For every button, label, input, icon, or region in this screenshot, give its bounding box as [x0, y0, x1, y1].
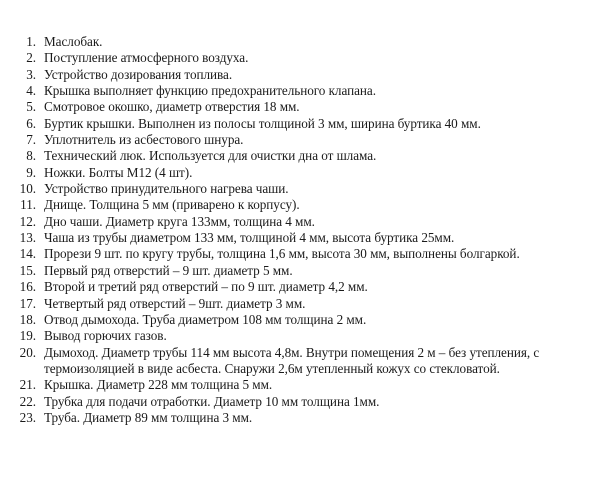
- list-item-text: Днище. Толщина 5 мм (приварено к корпусу).: [44, 197, 300, 213]
- list-item-number: 19.: [19, 328, 36, 344]
- list-item: [0, 394, 600, 410]
- list-item-text: Дно чаши. Диаметр круга 133мм, толщина 4 мм.: [44, 213, 315, 229]
- list-item-number: 1.: [26, 34, 36, 49]
- list-item-text: Четвертый ряд отверстий – 9шт. диаметр 3 мм.: [44, 295, 306, 311]
- list-item-text: Первый ряд отверстий – 9 шт. диаметр 5 мм.: [44, 262, 293, 278]
- list-item-number: 3.: [26, 66, 36, 82]
- list-item-text: Вывод горючих газов.: [44, 328, 167, 344]
- list-item-text: Ножки. Болты М12 (4 шт).: [44, 164, 193, 180]
- list-item-number: 21.: [19, 377, 36, 393]
- list-item: [0, 181, 600, 197]
- list-item-number: 10.: [19, 181, 36, 197]
- list-item: [0, 328, 600, 344]
- list-item-number: 15.: [19, 262, 36, 278]
- list-item-text: Буртик крышки. Выполнен из полосы толщиной 3 мм, ширина буртика 40 мм.: [44, 115, 481, 131]
- list-item-number: 22.: [19, 393, 36, 409]
- list-item: [0, 67, 600, 83]
- list-item-text: Устройство принудительного нагрева чаши.: [44, 181, 289, 197]
- list-item-number: 7.: [26, 132, 36, 148]
- list-item-number: 11.: [20, 197, 36, 213]
- list-item-number: 16.: [19, 279, 36, 295]
- list-item: [0, 312, 600, 328]
- list-item: [0, 83, 600, 99]
- list-item-number: 12.: [19, 213, 36, 229]
- list-item: [0, 165, 600, 181]
- list-item-number: 20.: [19, 344, 36, 360]
- list-item-number: 5.: [26, 99, 36, 115]
- list-item-text: Чаша из трубы диаметром 133 мм, толщиной 4 мм, высота буртика 25мм.: [44, 230, 455, 246]
- list-item-number: 13.: [19, 230, 36, 246]
- list-item-text: Второй и третий ряд отверстий – по 9 шт. диаметр 4,2 мм.: [44, 279, 368, 295]
- list-item: [0, 99, 600, 115]
- list-item: [0, 116, 600, 132]
- list-item: [0, 230, 600, 246]
- list-item-number: 9.: [26, 164, 36, 180]
- list-item: [0, 34, 600, 50]
- list-item-text: Труба. Диаметр 89 мм толщина 3 мм.: [44, 409, 253, 425]
- list-item-text: Уплотнитель из асбестового шнура.: [44, 132, 244, 148]
- list-item-text: Крышка. Диаметр 228 мм толщина 5 мм.: [44, 377, 273, 393]
- list-item: [0, 377, 600, 393]
- list-item-text: Поступление атмосферного воздуха.: [44, 50, 249, 66]
- list-item: [0, 132, 600, 148]
- list-item: [0, 148, 600, 164]
- list-item: [0, 197, 600, 213]
- list-item-number: 4.: [26, 83, 36, 99]
- list-item-number: 18.: [19, 311, 36, 327]
- list-item-number: 14.: [19, 246, 36, 262]
- numbered-parts-list: [0, 34, 600, 426]
- list-item: [0, 50, 600, 66]
- list-item: [0, 410, 600, 426]
- list-item-number: 8.: [26, 148, 36, 164]
- list-item-text: Устройство дозирования топлива.: [44, 66, 233, 82]
- list-item-number: 17.: [19, 295, 36, 311]
- list-item-number: 23.: [19, 409, 36, 425]
- list-item-text: Маслобак.: [44, 34, 103, 49]
- list-item-text: Крышка выполняет функцию предохранительного клапана.: [44, 83, 376, 99]
- list-item: [0, 345, 600, 378]
- list-item: [0, 279, 600, 295]
- list-item: [0, 263, 600, 279]
- list-item: [0, 246, 600, 262]
- list-item-text: Дымоход. Диаметр трубы 114 мм высота 4,8м. Внутри помещения 2 м – без утепления, с термоизоляцией в виде асбеста. Снаружи 2,6м утепленный кожух со стекловатой.: [44, 344, 540, 376]
- list-item-text: Трубка для подачи отработки. Диаметр 10 мм толщина 1мм.: [44, 393, 380, 409]
- list-item-text: Технический люк. Используется для очистки дна от шлама.: [44, 148, 377, 164]
- list-item-text: Отвод дымохода. Труба диаметром 108 мм толщина 2 мм.: [44, 311, 367, 327]
- list-item: [0, 214, 600, 230]
- list-item-number: 2.: [26, 50, 36, 66]
- list-item: [0, 296, 600, 312]
- list-item-number: 6.: [26, 115, 36, 131]
- list-item-text: Прорези 9 шт. по кругу трубы, толщина 1,6 мм, высота 30 мм, выполнены болгаркой.: [44, 246, 520, 262]
- list-item-text: Смотровое окошко, диаметр отверстия 18 мм.: [44, 99, 300, 115]
